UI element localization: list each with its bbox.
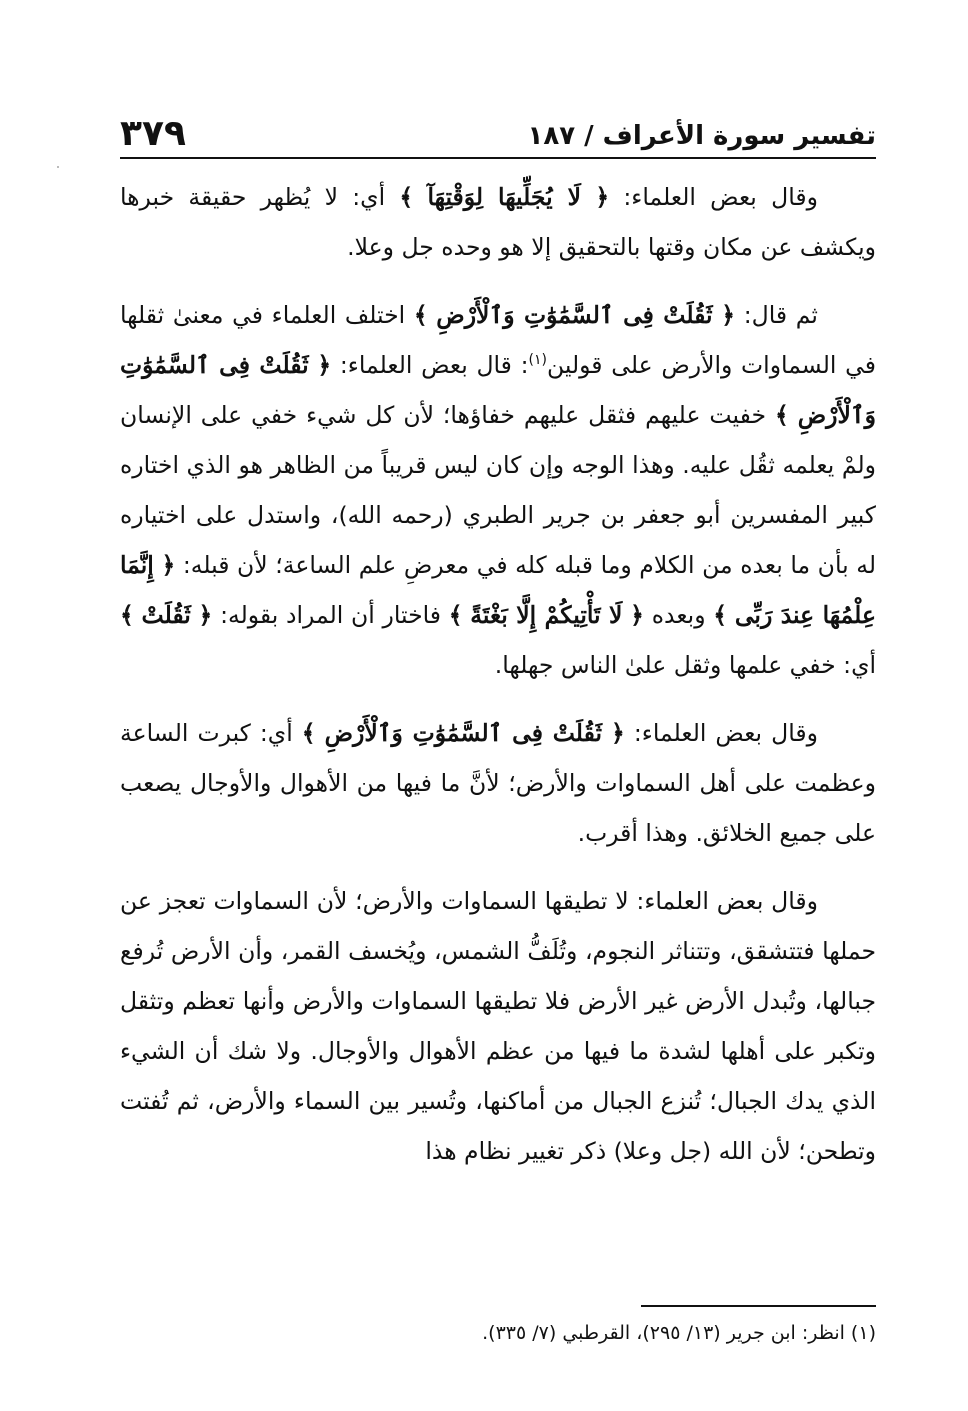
- quran-verse: ثَقُلَتْ فِى ٱلسَّمَٰوَٰتِ وَٱلْأَرْضِ: [436, 301, 713, 329]
- header-rule: [120, 157, 876, 159]
- page-header: [120, 96, 876, 156]
- paragraph-1: [120, 172, 876, 272]
- quran-verse: لَا تَأْتِيكُمْ إِلَّا بَغْتَةً: [470, 601, 623, 629]
- quran-open-bracket: ﴿: [595, 183, 610, 211]
- quran-verse: ثَقُلَتْ فِى ٱلسَّمَٰوَٰتِ وَٱلْأَرْضِ: [324, 719, 602, 747]
- paragraph-text: خفيت عليهم فثقل عليهم خفاؤها؛ لأن كل شيء خفي على الإنسان ولمْ يعلمه ثقُل عليه. وهذا الوجه وإن كان ليس قريباً من الظاهر هو الذي اختاره كبير المفسرين أبو جعفر بن جرير الطبري (رحمه الله)، واستدل على اختياره له بأن ما بعده من الكلام وما قبله كله في معرضِ علم الساعة؛ لأن قبله:: [120, 401, 876, 579]
- quran-close-bracket: ﴾: [448, 601, 463, 629]
- paragraph-text: اختلف العلماء في معنىٰ ثقلها في السماوات والأرض على قولين: [120, 301, 876, 379]
- paragraph-text: أي: خفي علمها وثقل علىٰ الناس جهلها.: [494, 651, 876, 679]
- paragraph-text: وقال بعض العلماء:: [623, 183, 818, 211]
- quran-close-bracket: ﴾: [774, 401, 789, 429]
- main-text: [120, 172, 876, 1297]
- quran-close-bracket: ﴾: [399, 183, 414, 211]
- quran-close-bracket: ﴾: [713, 601, 728, 629]
- paragraph-2: [120, 290, 876, 690]
- quran-verse: لَا يُجَلِّيهَا لِوَقْتِهَآ: [427, 183, 582, 211]
- quran-verse: إِنَّمَا عِلْمُهَا عِندَ رَبِّى: [120, 551, 876, 629]
- quran-open-bracket: ﴿: [198, 601, 213, 629]
- paragraph-text: وقال بعض العلماء:: [633, 719, 818, 747]
- paragraph-3: [120, 708, 876, 858]
- quran-close-bracket: ﴾: [120, 601, 134, 629]
- quran-open-bracket: ﴿: [161, 551, 176, 579]
- paragraph-text: أي: كبرت الساعة وعظمت على أهل السماوات والأرض؛ لأنَّ ما فيها من الأهوال والأوجال يصعب على جميع الخلائق. وهذا أقرب.: [120, 719, 876, 847]
- paragraph-text: أي: لا يُظهر حقيقة خبرها ويكشف عن مكان وقتها بالتحقيق إلا هو وحده جل وعلا.: [120, 183, 876, 261]
- footnote-reference: (١): [528, 352, 548, 369]
- quran-open-bracket: ﴿: [721, 301, 736, 329]
- page-number: ٣٧٩: [120, 113, 186, 154]
- footnote-rule: [641, 1305, 876, 1307]
- paragraph-text: فاختار أن المراد بقوله:: [220, 601, 442, 629]
- scan-speck: [57, 166, 59, 168]
- quran-verse: ثَقُلَتْ فِى ٱلسَّمَٰوَٰتِ وَٱلْأَرْضِ: [120, 351, 876, 429]
- paragraph-text: وبعده: [651, 601, 706, 629]
- footnote: (١) انظر: ابن جرير (١٣/ ٢٩٥)، القرطبي (٧/ ٣٣٥).: [482, 1322, 876, 1344]
- paragraph-4: [120, 876, 876, 1176]
- quran-close-bracket: ﴾: [413, 301, 428, 329]
- running-title: تفسير سورة الأعراف / ١٨٧: [527, 121, 876, 151]
- quran-open-bracket: ﴿: [317, 351, 332, 379]
- paragraph-text: : قال بعض العلماء:: [339, 351, 529, 379]
- quran-close-bracket: ﴾: [301, 719, 316, 747]
- paragraph-text: وقال بعض العلماء: لا تطيقها السماوات والأرض؛ لأن السماوات تعجز عن حملها فتتشقق، وتتناثر النجوم، وتُلَفُّ الشمس، ويُخسف القمر، وأن الأرض تُرفع جبالها، وتُبدل الأرض غير الأرض فلا تطيقها السماوات والأرض وأنها تعظم وتثقل وتكبر على أهلها لشدة ما فيها من عظم الأهوال والأوجال. ولا شك أن الشيء الذي يدك الجبال؛ تُنزع الجبال من أماكنها، وتُسير بين السماء والأرض، ثم تُفتت وتطحن؛ لأن الله (جل وعلا) ذكر تغيير نظام هذا: [120, 887, 876, 1165]
- quran-open-bracket: ﴿: [611, 719, 625, 747]
- quran-verse: ثَقُلَتْ: [141, 601, 191, 629]
- quran-open-bracket: ﴿: [630, 601, 644, 629]
- paragraph-text: ثم قال:: [743, 301, 818, 329]
